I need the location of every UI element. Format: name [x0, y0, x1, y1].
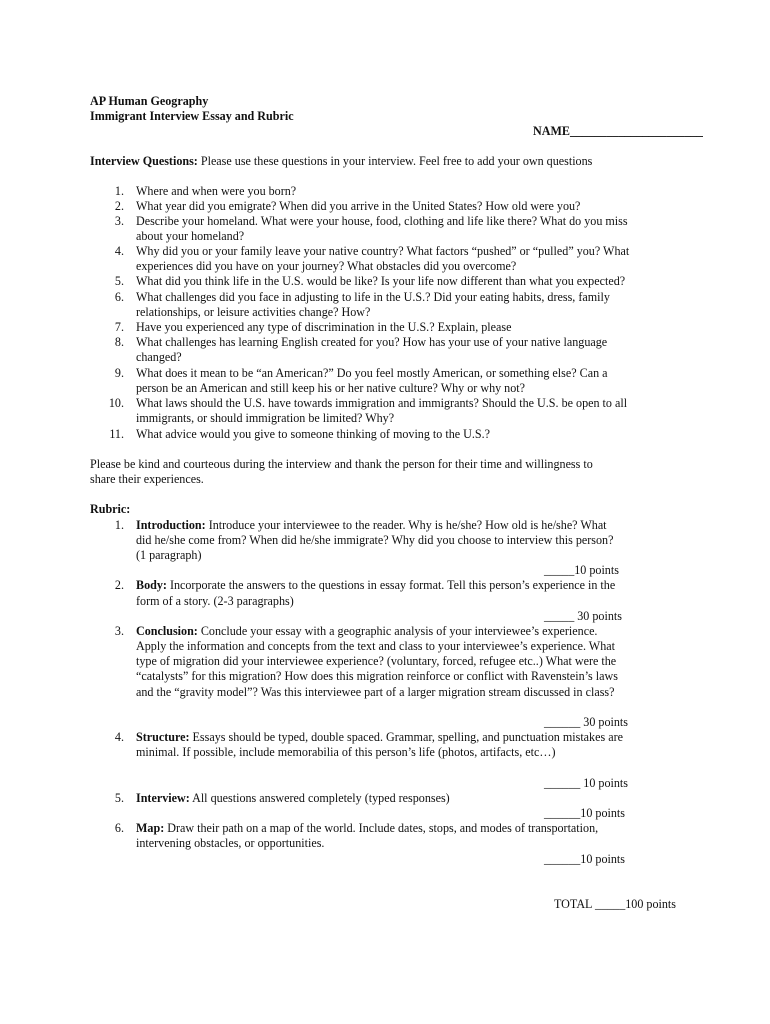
rubric-points: _____10 points [544, 563, 619, 577]
rubric-number: 3. [114, 624, 124, 638]
rubric-text-continued: minimal. If possible, include memorabilia of this person’s life (photos, artifacts, etc…) [136, 745, 556, 759]
questions-intro-label: Interview Questions: [90, 154, 198, 168]
question-text-continued: changed? [136, 350, 182, 364]
question-text: Describe your homeland. What were your house, food, clothing and life like there? What do you miss [136, 214, 628, 228]
question-text: What challenges did you face in adjusting to life in the U.S.? Did your eating habits, dress, family [136, 290, 610, 304]
rubric-text-continued: type of migration did your interviewee experience? (voluntary, forced, refugee etc..) What were the [136, 654, 617, 668]
rubric-label: Structure: [136, 730, 190, 744]
rubric-number: 4. [114, 730, 124, 744]
questions-intro-text: Please use these questions in your interview. Feel free to add your own questions [197, 154, 593, 168]
question-text-continued: person be an American and still keep his or her native culture? Why or why not? [136, 381, 526, 395]
rubric-text-continued: (1 paragraph) [136, 548, 202, 562]
rubric-text-continued: “catalysts” for this migration? How does this migration reinforce or conflict with Ravenstein’s laws [136, 669, 618, 683]
total-points: TOTAL _____100 points [554, 897, 676, 911]
rubric-text-continued: did he/she come from? When did he/she immigrate? Why did you choose to interview this person? [136, 533, 614, 547]
rubric-item-introduction [136, 518, 684, 533]
question-text: Where and when were you born? [136, 184, 297, 198]
rubric-number: 2. [114, 578, 124, 592]
rubric-points: _____ 30 points [544, 609, 622, 623]
question-number: 6. [114, 290, 124, 304]
rubric-points: ______10 points [544, 806, 625, 820]
rubric-item-structure [136, 730, 684, 745]
rubric-text-continued: and the “gravity model”? Was this interviewee part of a larger migration stream discussed in class? [136, 685, 615, 699]
rubric-item-conclusion [136, 624, 684, 639]
question-number: 11. [109, 427, 124, 441]
rubric-label: Interview: [136, 791, 190, 805]
rubric-text-continued: form of a story. (2-3 paragraphs) [136, 594, 294, 608]
rubric-text: Conclude your essay with a geographic analysis of your interviewee’s experience. [197, 624, 598, 638]
question-number: 4. [114, 244, 124, 258]
course-title: AP Human Geography [90, 94, 209, 108]
question-text-continued: about your homeland? [136, 229, 245, 243]
question-number: 9. [114, 366, 124, 380]
rubric-text: Essays should be typed, double spaced. Grammar, spelling, and punctuation mistakes are [189, 730, 623, 744]
question-text-continued: immigrants, or should immigration be limited? Why? [136, 411, 395, 425]
question-text: Why did you or your family leave your native country? What factors “pushed” or “pulled” you? What [136, 244, 630, 258]
rubric-number: 1. [114, 518, 124, 532]
question-number: 1. [114, 184, 124, 198]
question-number: 7. [114, 320, 124, 334]
rubric-label: Conclusion: [136, 624, 198, 638]
question-text: What laws should the U.S. have towards immigration and immigrants? Should the U.S. be open to all [136, 396, 628, 410]
rubric-text: Incorporate the answers to the questions in essay format. Tell this person’s experience in the [166, 578, 616, 592]
rubric-item-map [136, 821, 684, 836]
question-text: What does it mean to be “an American?” Do you feel mostly American, or something else? Can a [136, 366, 608, 380]
courtesy-note-line: share their experiences. [90, 472, 204, 486]
question-text-continued: experiences did you have on your journey? What obstacles did you overcome? [136, 259, 517, 273]
question-number: 8. [114, 335, 124, 349]
question-text: What advice would you give to someone thinking of moving to the U.S.? [136, 427, 491, 441]
rubric-label: Map: [136, 821, 165, 835]
question-number: 10. [108, 396, 124, 410]
question-number: 5. [114, 274, 124, 288]
rubric-label: Body: [136, 578, 167, 592]
rubric-text-continued: Apply the information and concepts from the text and class to your interviewee’s experience. What [136, 639, 616, 653]
rubric-text: All questions answered completely (typed responses) [189, 791, 450, 805]
document-title: Immigrant Interview Essay and Rubric [90, 109, 294, 123]
question-number: 3. [114, 214, 124, 228]
question-text: What challenges has learning English created for you? How has your use of your native language [136, 335, 608, 349]
name-field-label: NAME______________________ [533, 124, 703, 138]
rubric-points: ______ 30 points [544, 715, 628, 729]
question-text: What year did you emigrate? When did you arrive in the United States? How old were you? [136, 199, 581, 213]
courtesy-note-line: Please be kind and courteous during the interview and thank the person for their time and willingness to [90, 457, 593, 471]
rubric-item-body [136, 578, 684, 593]
question-text-continued: relationships, or leisure activities change? How? [136, 305, 371, 319]
rubric-heading: Rubric: [90, 502, 131, 516]
rubric-points: ______ 10 points [544, 776, 628, 790]
rubric-text: Introduce your interviewee to the reader. Why is he/she? How old is he/she? What [205, 518, 607, 532]
rubric-number: 5. [114, 791, 124, 805]
rubric-label: Introduction: [136, 518, 206, 532]
questions-intro [90, 154, 592, 169]
rubric-points: ______10 points [544, 852, 625, 866]
rubric-text-continued: intervening obstacles, or opportunities. [136, 836, 325, 850]
rubric-text: Draw their path on a map of the world. Include dates, stops, and modes of transportation, [164, 821, 599, 835]
question-text: What did you think life in the U.S. would be like? Is your life now different than what you expected? [136, 274, 626, 288]
question-number: 2. [114, 199, 124, 213]
rubric-item-interview [136, 791, 684, 806]
question-text: Have you experienced any type of discrimination in the U.S.? Explain, please [136, 320, 512, 334]
rubric-number: 6. [114, 821, 124, 835]
